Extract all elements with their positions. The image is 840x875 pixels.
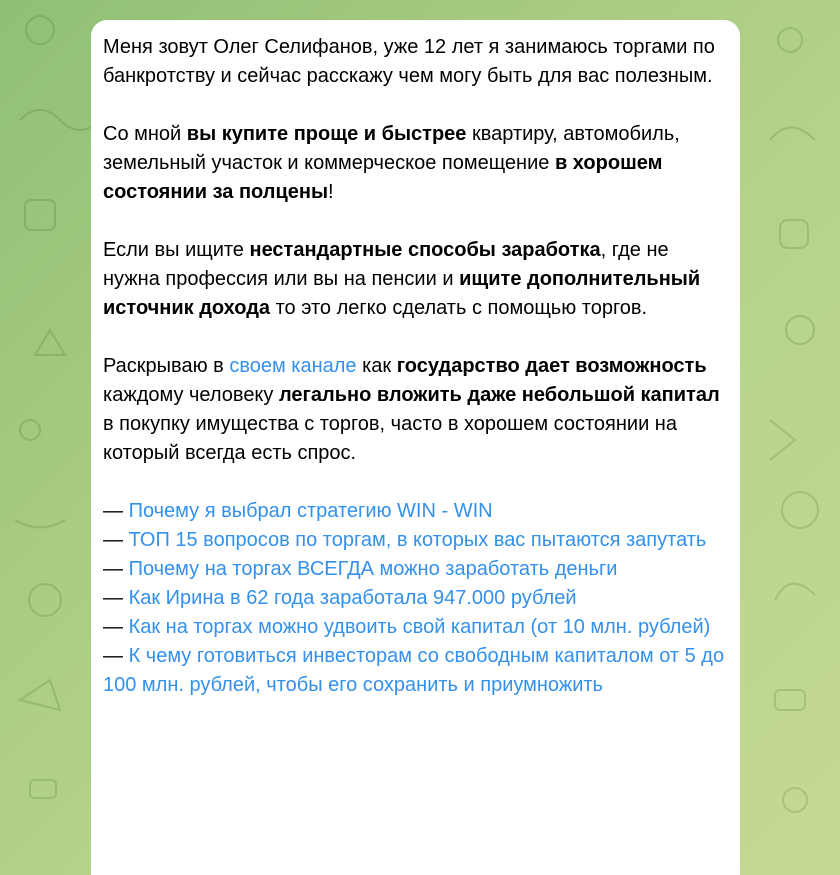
article-link-double-capital[interactable]: Как на торгах можно удвоить свой капитал (от 10 млн. рублей) bbox=[128, 616, 711, 638]
list-item bbox=[103, 584, 728, 613]
bold-text: вы купите проще и быстрее bbox=[186, 123, 467, 145]
bold-text: нестандартные способы заработка bbox=[249, 239, 601, 261]
dash-marker: — bbox=[103, 529, 129, 551]
text-span: как bbox=[356, 355, 397, 377]
dash-marker: — bbox=[103, 500, 129, 522]
text-span: ! bbox=[328, 181, 334, 203]
message-paragraph-benefits bbox=[103, 120, 728, 207]
text-span: квартиру, автомобиль, земельный участок и коммерческое помещение bbox=[103, 123, 680, 174]
bold-text: легально вложить даже небольшой капитал bbox=[278, 384, 720, 406]
list-item bbox=[103, 613, 728, 642]
message-paragraph-channel bbox=[103, 352, 728, 468]
bold-text: государство дает возможность bbox=[396, 355, 707, 377]
article-links-list bbox=[103, 497, 728, 700]
article-link-always-earn[interactable]: Почему на торгах ВСЕГДА можно заработать деньги bbox=[128, 558, 618, 580]
article-link-top15-questions[interactable]: ТОП 15 вопросов по торгам, в которых вас пытаются запутать bbox=[128, 529, 707, 551]
message-bubble bbox=[91, 20, 740, 875]
list-item bbox=[103, 497, 728, 526]
bold-text: в хорошем состоянии за полцены bbox=[103, 152, 663, 203]
dash-marker: — bbox=[103, 587, 129, 609]
article-link-win-win[interactable]: Почему я выбрал стратегию WIN - WIN bbox=[128, 500, 493, 522]
list-item bbox=[103, 642, 728, 700]
text-span: то это легко сделать с помощью торгов. bbox=[270, 297, 648, 319]
message-paragraph-earnings bbox=[103, 236, 728, 323]
dash-marker: — bbox=[103, 616, 129, 638]
text-span: , где не нужна профессия или вы на пенсии и bbox=[103, 239, 669, 290]
text-span: Раскрываю в bbox=[103, 355, 230, 377]
channel-link[interactable]: своем канале bbox=[229, 355, 357, 377]
bold-text: ищите дополнительный источник дохода bbox=[103, 268, 701, 319]
list-item bbox=[103, 526, 728, 555]
message-paragraph-intro: Меня зовут Олег Селифанов, уже 12 лет я занимаюсь торгами по банкротству и сейчас расскажу чем могу быть для вас полезным. bbox=[103, 36, 715, 87]
text-span: Если вы ищите bbox=[103, 239, 250, 261]
list-item bbox=[103, 555, 728, 584]
text-span: Со мной bbox=[103, 123, 187, 145]
text-span: каждому человеку bbox=[103, 384, 279, 406]
article-link-irina-story[interactable]: Как Ирина в 62 года заработала 947.000 рублей bbox=[128, 587, 577, 609]
dash-marker: — bbox=[103, 645, 129, 667]
dash-marker: — bbox=[103, 558, 129, 580]
text-span: в покупку имущества с торгов, часто в хорошем состоянии на который всегда есть спрос. bbox=[103, 413, 677, 464]
article-link-investors[interactable]: К чему готовиться инвесторам со свободным капиталом от 5 до 100 млн. рублей, чтобы его сохранить и приумножить bbox=[103, 645, 725, 696]
